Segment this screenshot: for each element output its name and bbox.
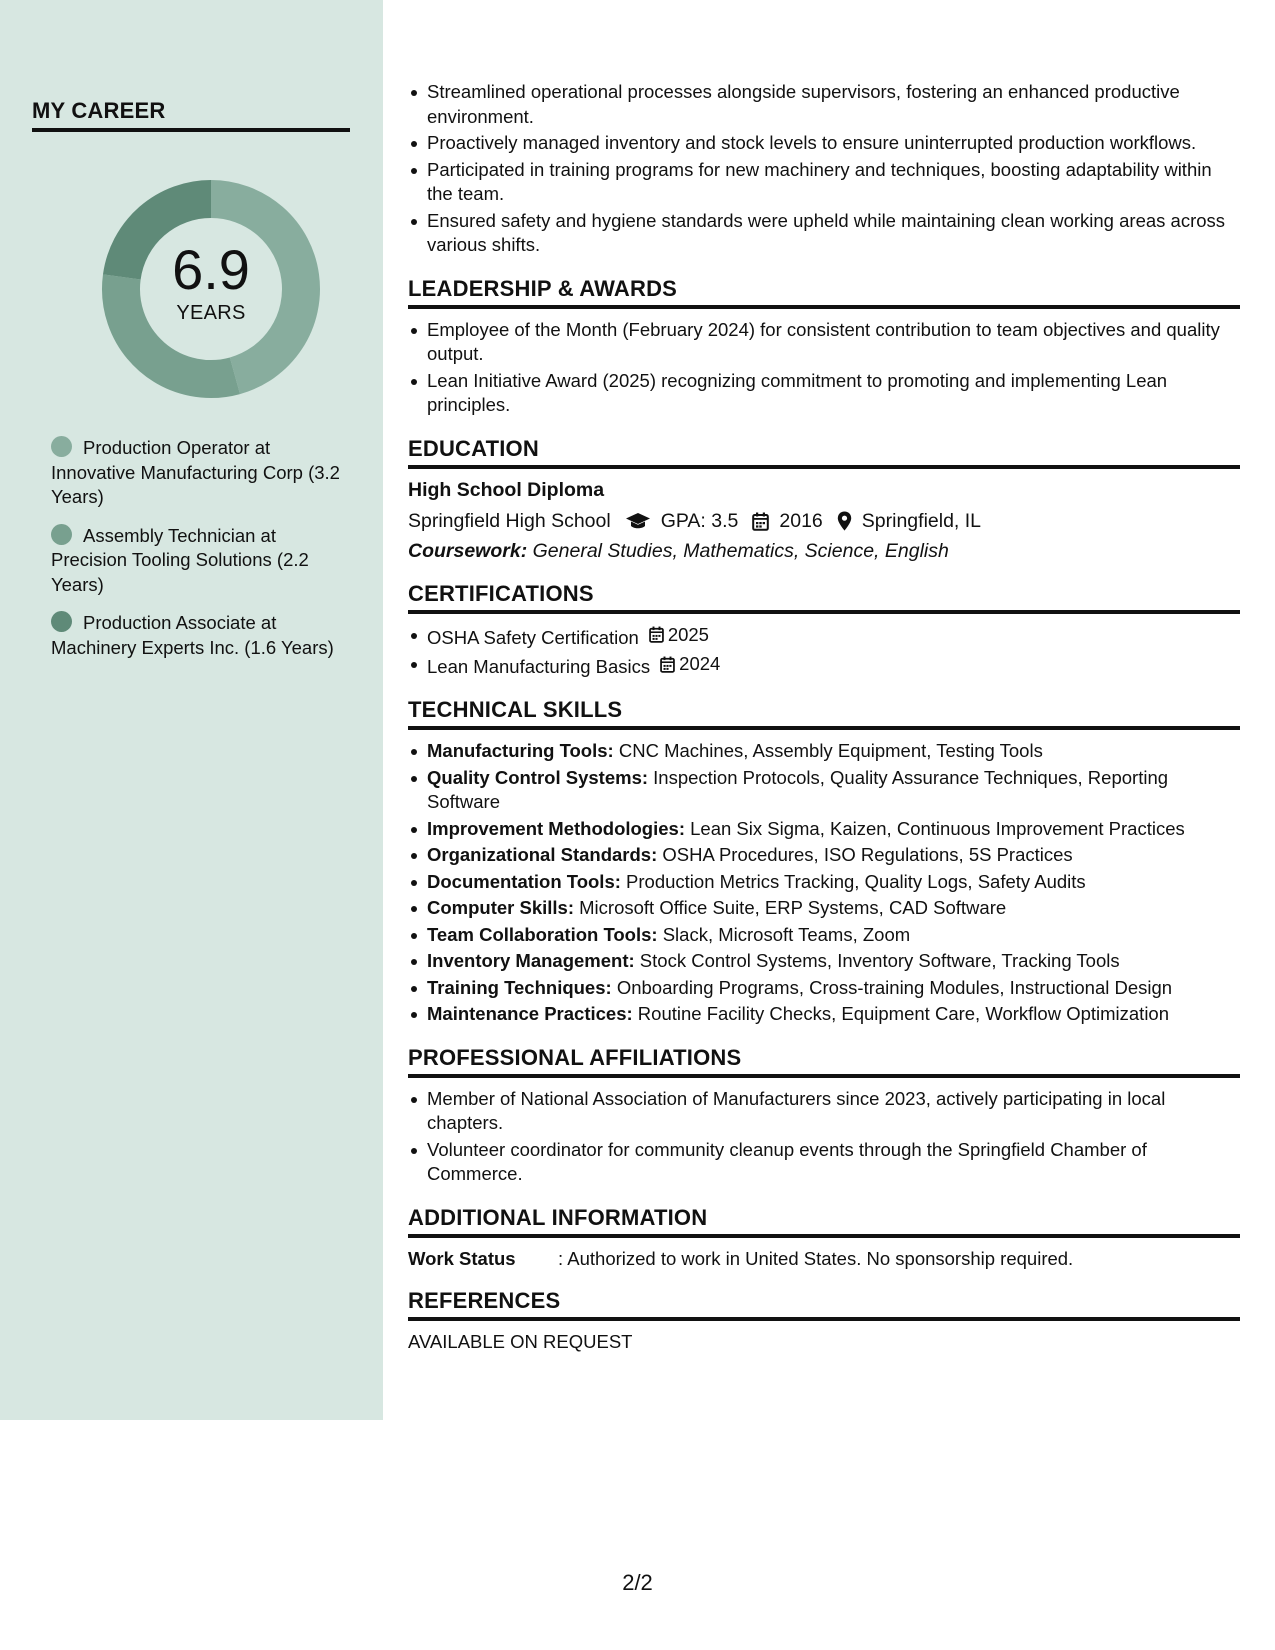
career-title: MY CAREER — [32, 98, 350, 132]
career-legend — [32, 436, 351, 660]
skill-value: Routine Facility Checks, Equipment Care, Workflow Optimization — [632, 1003, 1170, 1024]
additional-info-heading: ADDITIONAL INFORMATION — [408, 1205, 1240, 1238]
skill-item — [427, 1002, 1240, 1027]
certification-year: 2025 — [667, 623, 709, 645]
experience-bullet: Ensured safety and hygiene standards were upheld while maintaining clean working areas across various shifts. — [427, 209, 1240, 258]
affiliations-list — [408, 1087, 1240, 1187]
education-coursework — [408, 540, 1240, 563]
skill-item — [427, 949, 1240, 974]
skill-value: Slack, Microsoft Teams, Zoom — [657, 923, 911, 945]
affiliation-item: Member of National Association of Manufacturers since 2023, actively participating in local chapters. — [427, 1087, 1240, 1136]
calendar-icon — [660, 656, 675, 673]
skills-list — [408, 739, 1240, 1027]
skill-label: Manufacturing Tools: — [427, 740, 614, 761]
experience-bullets — [408, 80, 1240, 258]
total-years-unit: YEARS — [176, 302, 246, 324]
career-item-text: Production Associate at Machinery Experts Inc. (1.6 Years) — [51, 612, 334, 658]
experience-bullet: Participated in training programs for new machinery and techniques, boosting adaptability within the team. — [427, 158, 1240, 207]
skill-label: Quality Control Systems: — [427, 766, 649, 788]
work-status-label: Work Status — [408, 1247, 516, 1269]
skill-item — [427, 896, 1240, 921]
skill-value: Stock Control Systems, Inventory Software, Tracking Tools — [634, 950, 1120, 971]
page-number: 2/2 — [622, 1570, 653, 1595]
skill-value: OSHA Procedures, ISO Regulations, 5S Practices — [657, 844, 1073, 865]
location-pin-icon — [837, 511, 852, 531]
certification-name: OSHA Safety Certification — [427, 626, 639, 648]
career-sidebar — [0, 0, 383, 1420]
experience-bullet: Streamlined operational processes alongside supervisors, fostering an enhanced productive environment. — [427, 80, 1240, 129]
education-degree: High School Diploma — [408, 478, 605, 501]
career-item — [51, 611, 341, 660]
skill-value: Microsoft Office Suite, ERP Systems, CAD Software — [574, 897, 1007, 918]
work-status-value: : Authorized to work in United States. No sponsorship required. — [558, 1247, 1074, 1269]
education-location: Springfield, IL — [861, 509, 982, 532]
certification-year: 2024 — [679, 652, 721, 674]
coursework-value: General Studies, Mathematics, Science, English — [527, 539, 949, 562]
graduation-cap-icon — [625, 512, 651, 530]
total-years-value: 6.9 — [172, 238, 250, 301]
main-content — [408, 80, 1240, 1353]
affiliations-heading: PROFESSIONAL AFFILIATIONS — [408, 1045, 1240, 1078]
legend-dot-icon — [51, 611, 72, 632]
skill-value: Inspection Protocols, Quality Assurance Techniques, Reporting Software — [427, 766, 1169, 812]
calendar-icon — [752, 512, 769, 531]
skill-value: Lean Six Sigma, Kaizen, Continuous Improvement Practices — [685, 817, 1185, 839]
skill-item — [427, 870, 1240, 895]
certification-name: Lean Manufacturing Basics — [427, 655, 651, 677]
leadership-heading: LEADERSHIP & AWARDS — [408, 276, 1240, 309]
career-item-text: Assembly Technician at Precision Tooling Solutions (2.2 Years) — [51, 524, 309, 595]
experience-bullet: Proactively managed inventory and stock levels to ensure uninterrupted production workflows. — [427, 131, 1240, 156]
donut-center — [96, 174, 326, 404]
career-item — [51, 436, 341, 510]
leadership-item: Employee of the Month (February 2024) for consistent contribution to team objectives and quality output. — [427, 318, 1240, 367]
skill-item — [427, 923, 1240, 948]
work-status-row — [408, 1248, 1240, 1270]
skill-value: Production Metrics Tracking, Quality Logs, Safety Audits — [620, 870, 1086, 892]
leadership-list — [408, 318, 1240, 418]
skill-label: Improvement Methodologies: — [427, 817, 685, 839]
skill-value: Onboarding Programs, Cross-training Modules, Instructional Design — [611, 976, 1173, 998]
certification-item — [427, 652, 1240, 679]
education-year: 2016 — [779, 509, 823, 532]
career-item — [51, 524, 341, 598]
skill-item — [427, 843, 1240, 868]
references-heading: REFERENCES — [408, 1288, 1240, 1321]
affiliation-item: Volunteer coordinator for community cleanup events through the Springfield Chamber of Commerce. — [427, 1138, 1240, 1187]
skill-label: Training Techniques: — [427, 976, 612, 998]
certification-item — [427, 623, 1240, 650]
skill-label: Documentation Tools: — [427, 870, 621, 892]
education-school: Springfield High School — [408, 509, 611, 532]
skill-item — [427, 739, 1240, 764]
certification-date — [660, 652, 720, 677]
leadership-item: Lean Initiative Award (2025) recognizing commitment to promoting and implementing Lean principles. — [427, 369, 1240, 418]
skill-label: Organizational Standards: — [427, 844, 658, 865]
career-item-text: Production Operator at Innovative Manufacturing Corp (3.2 Years) — [51, 437, 340, 507]
calendar-icon — [649, 626, 664, 643]
skill-item — [427, 976, 1240, 1001]
skill-label: Computer Skills: — [427, 897, 574, 918]
coursework-label: Coursework: — [408, 539, 528, 562]
certifications-heading: CERTIFICATIONS — [408, 581, 1240, 614]
skill-label: Inventory Management: — [427, 950, 635, 971]
skill-label: Maintenance Practices: — [427, 1003, 633, 1024]
education-gpa: GPA: 3.5 — [660, 509, 739, 532]
skill-item — [427, 817, 1240, 842]
skill-value: CNC Machines, Assembly Equipment, Testing Tools — [613, 740, 1043, 761]
career-donut — [96, 174, 326, 404]
references-text: AVAILABLE ON REQUEST — [408, 1330, 633, 1352]
skill-item — [427, 766, 1240, 815]
legend-dot-icon — [51, 524, 72, 545]
skill-label: Team Collaboration Tools: — [427, 923, 658, 945]
certifications-list — [408, 623, 1240, 680]
certification-date — [649, 623, 709, 648]
legend-dot-icon — [51, 436, 72, 457]
education-heading: EDUCATION — [408, 436, 1240, 469]
education-details — [408, 510, 1240, 533]
skills-heading: TECHNICAL SKILLS — [408, 697, 1240, 730]
